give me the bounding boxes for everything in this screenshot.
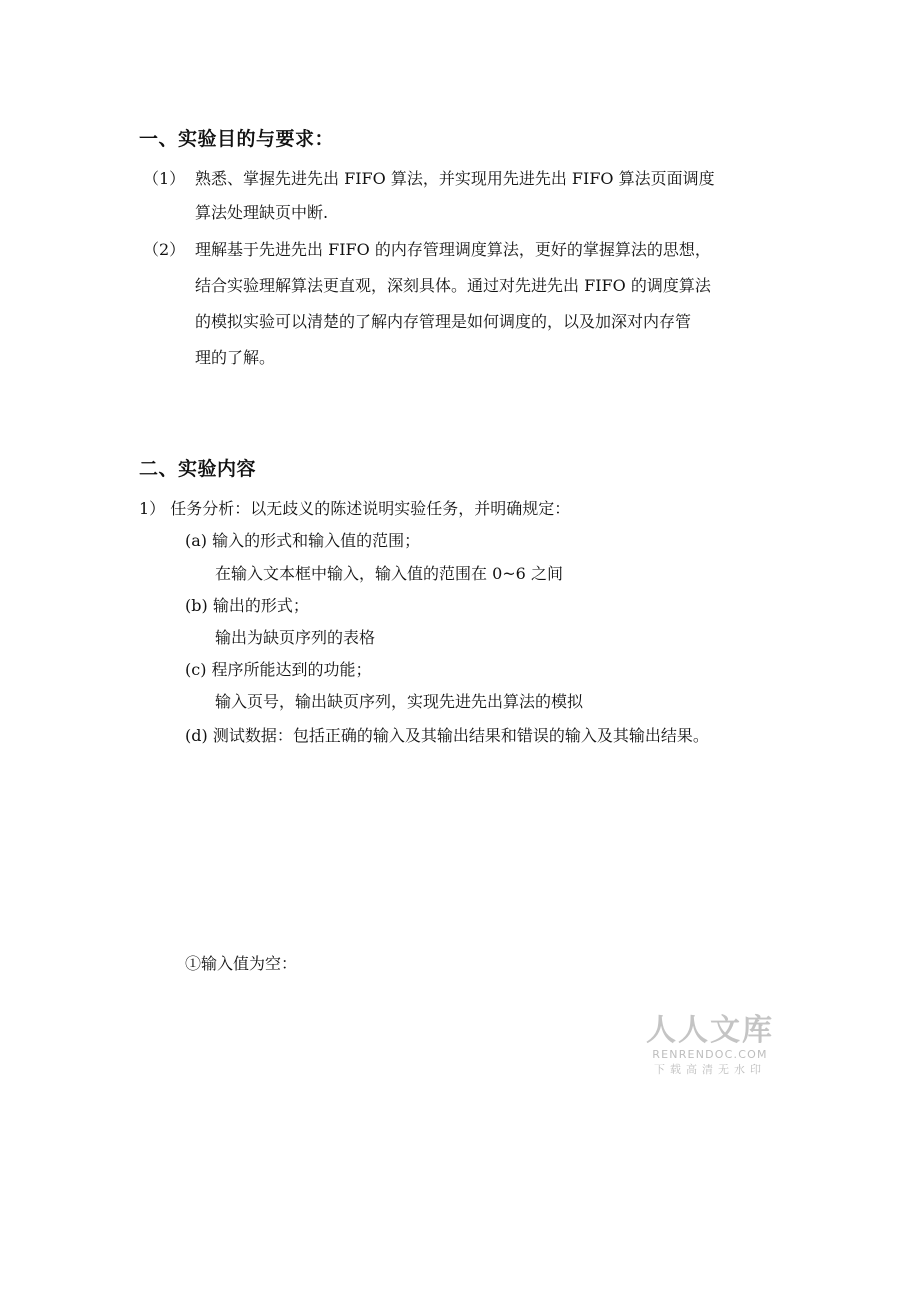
section1-item2-number: （2） [143,240,186,259]
section2-subitem-b-label: (b) 输出的形式； [185,596,309,615]
section2-subitem-a-label: (a) 输入的形式和输入值的范围； [185,531,421,550]
watermark-title: 人人文库 [646,1013,774,1048]
section1-item1-line1: 熟悉、掌握先进先出 FIFO 算法，并实现用先进先出 FIFO 算法页面调度 [195,169,715,188]
section2-task: 1） 任务分析：以无歧义的陈述说明实验任务，并明确规定： [139,499,571,518]
section2-subitem-d-label: (d) 测试数据：包括正确的输入及其输出结果和错误的输入及其输出结果。 [185,726,709,745]
section1-item1-number: （1） [143,169,186,188]
section2-subitem-c-label: (c) 程序所能达到的功能； [185,660,372,679]
section1-item2-line4: 理的了解。 [195,348,276,367]
section1-title: 一、实验目的与要求： [139,128,335,150]
section2-subitem-b-detail: 输出为缺页序列的表格 [215,628,376,647]
section1-item1-line2: 算法处理缺页中断. [195,203,329,222]
section2-subitem-a-detail: 在输入文本框中输入，输入值的范围在 0~6 之间 [215,564,563,583]
section2-subitem-c-detail: 输入页号，输出缺页序列，实现先进先出算法的模拟 [215,692,584,711]
watermark-logo [640,1014,780,1078]
section1-item2-line3: 的模拟实验可以清楚的了解内存管理是如何调度的，以及加深对内存管 [195,312,692,331]
section1-item2-line1: 理解基于先进先出 FIFO 的内存管理调度算法，更好的掌握算法的思想， [195,240,711,259]
section2-title: 二、实验内容 [139,458,257,480]
watermark-subtitle: 下载高清无水印 [654,1063,766,1076]
section2-case1: ①输入值为空： [185,954,298,973]
watermark-url: RENRENDOC.COM [652,1048,768,1061]
section1-item2-line2: 结合实验理解算法更直观，深刻具体。通过对先进先出 FIFO 的调度算法 [195,276,711,295]
